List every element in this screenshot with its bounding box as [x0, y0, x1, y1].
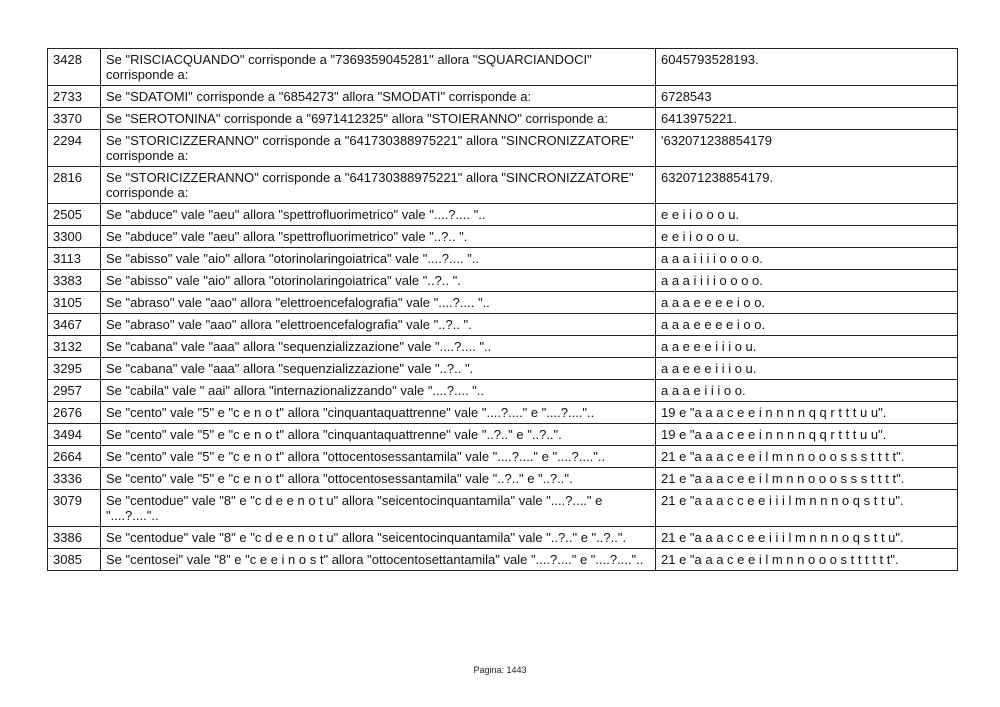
- question-cell: Se "abisso" vale "aio" allora "otorinolaringoiatrica" vale "..?.. ".: [101, 270, 656, 292]
- answer-cell: 6413975221.: [656, 108, 958, 130]
- page-footer: [0, 665, 1000, 675]
- table-row: [48, 314, 958, 336]
- row-id-cell: 2505: [48, 204, 101, 226]
- question-cell: Se "centodue" vale "8" e "c d e e n o t u" allora "seicentocinquantamila" vale "....?...." e "....?...."..: [101, 490, 656, 527]
- row-id-cell: 3428: [48, 49, 101, 86]
- table-row: [48, 49, 958, 86]
- answer-cell: '632071238854179: [656, 130, 958, 167]
- question-cell: Se "RISCIACQUANDO" corrisponde a "7369359045281" allora "SQUARCIANDOCI" corrisponde a:: [101, 49, 656, 86]
- row-id-cell: 2957: [48, 380, 101, 402]
- row-id-cell: 3494: [48, 424, 101, 446]
- row-id-cell: 2816: [48, 167, 101, 204]
- row-id-cell: 2664: [48, 446, 101, 468]
- question-cell: Se "SDATOMI" corrisponde a "6854273" allora "SMODATI" corrisponde a:: [101, 86, 656, 108]
- answer-cell: a a a e i i i o o.: [656, 380, 958, 402]
- answer-cell: 21 e "a a a c e e i l m n n o o o s s s t t t t".: [656, 468, 958, 490]
- question-table-container: [47, 48, 957, 571]
- table-row: [48, 226, 958, 248]
- row-id-cell: 2676: [48, 402, 101, 424]
- answer-cell: 6045793528193.: [656, 49, 958, 86]
- question-cell: Se "abraso" vale "aao" allora "elettroencefalografia" vale "....?.... "..: [101, 292, 656, 314]
- table-row: [48, 446, 958, 468]
- table-row: [48, 424, 958, 446]
- row-id-cell: 3386: [48, 527, 101, 549]
- table-row: [48, 248, 958, 270]
- table-row: [48, 204, 958, 226]
- table-row: [48, 86, 958, 108]
- row-id-cell: 2294: [48, 130, 101, 167]
- row-id-cell: 3383: [48, 270, 101, 292]
- question-cell: Se "cabana" vale "aaa" allora "sequenzializzazione" vale "....?.... "..: [101, 336, 656, 358]
- row-id-cell: 2733: [48, 86, 101, 108]
- question-cell: Se "cento" vale "5" e "c e n o t" allora "ottocentosessantamila" vale "....?...." e "....?...."..: [101, 446, 656, 468]
- row-id-cell: 3336: [48, 468, 101, 490]
- table-row: [48, 468, 958, 490]
- row-id-cell: 3132: [48, 336, 101, 358]
- question-cell: Se "centodue" vale "8" e "c d e e n o t u" allora "seicentocinquantamila" vale "..?.." e "..?..".: [101, 527, 656, 549]
- table-row: [48, 108, 958, 130]
- table-row: [48, 270, 958, 292]
- answer-cell: e e i i o o o u.: [656, 204, 958, 226]
- question-table-body: [48, 49, 958, 571]
- question-cell: Se "abduce" vale "aeu" allora "spettrofluorimetrico" vale "..?.. ".: [101, 226, 656, 248]
- row-id-cell: 3467: [48, 314, 101, 336]
- table-row: [48, 380, 958, 402]
- table-row: [48, 292, 958, 314]
- answer-cell: 632071238854179.: [656, 167, 958, 204]
- row-id-cell: 3085: [48, 549, 101, 571]
- answer-cell: 6728543: [656, 86, 958, 108]
- answer-cell: a a e e e i i i o u.: [656, 336, 958, 358]
- page-number: Pagina: 1443: [473, 665, 527, 675]
- question-cell: Se "abisso" vale "aio" allora "otorinolaringoiatrica" vale "....?.... "..: [101, 248, 656, 270]
- answer-cell: 21 e "a a a c c e e i i i l m n n n o q s t t u".: [656, 527, 958, 549]
- question-cell: Se "centosei" vale "8" e "c e e i n o s t" allora "ottocentosettantamila" vale "....?...." e "....?...."..: [101, 549, 656, 571]
- row-id-cell: 3370: [48, 108, 101, 130]
- question-cell: Se "abraso" vale "aao" allora "elettroencefalografia" vale "..?.. ".: [101, 314, 656, 336]
- question-cell: Se "STORICIZZERANNO" corrisponde a "641730388975221" allora "SINCRONIZZATORE" corrisponde a:: [101, 167, 656, 204]
- question-cell: Se "cento" vale "5" e "c e n o t" allora "ottocentosessantamila" vale "..?.." e "..?..".: [101, 468, 656, 490]
- question-cell: Se "cabana" vale "aaa" allora "sequenzializzazione" vale "..?.. ".: [101, 358, 656, 380]
- answer-cell: a a a e e e e i o o.: [656, 292, 958, 314]
- answer-cell: 21 e "a a a c e e i l m n n o o o s s s t t t t".: [656, 446, 958, 468]
- table-row: [48, 490, 958, 527]
- question-cell: Se "cento" vale "5" e "c e n o t" allora "cinquantaquattrenne" vale "..?.." e "..?..".: [101, 424, 656, 446]
- row-id-cell: 3113: [48, 248, 101, 270]
- answer-cell: a a a i i i i o o o o.: [656, 248, 958, 270]
- row-id-cell: 3295: [48, 358, 101, 380]
- table-row: [48, 549, 958, 571]
- answer-cell: a a e e e i i i o u.: [656, 358, 958, 380]
- answer-cell: e e i i o o o u.: [656, 226, 958, 248]
- row-id-cell: 3079: [48, 490, 101, 527]
- answer-cell: 19 e "a a a c e e i n n n n q q r t t t u u".: [656, 402, 958, 424]
- row-id-cell: 3300: [48, 226, 101, 248]
- table-row: [48, 167, 958, 204]
- answer-cell: 21 e "a a a c e e i l m n n o o o s t t t t t t".: [656, 549, 958, 571]
- answer-cell: 19 e "a a a c e e i n n n n q q r t t t u u".: [656, 424, 958, 446]
- answer-cell: a a a e e e e i o o.: [656, 314, 958, 336]
- table-row: [48, 358, 958, 380]
- table-row: [48, 130, 958, 167]
- table-row: [48, 402, 958, 424]
- question-cell: Se "STORICIZZERANNO" corrisponde a "641730388975221" allora "SINCRONIZZATORE" corrisponde a:: [101, 130, 656, 167]
- question-cell: Se "cento" vale "5" e "c e n o t" allora "cinquantaquattrenne" vale "....?...." e "....?...."..: [101, 402, 656, 424]
- question-table: [47, 48, 958, 571]
- question-cell: Se "cabila" vale " aai" allora "internazionalizzando" vale "....?.... "..: [101, 380, 656, 402]
- answer-cell: 21 e "a a a c c e e i i i l m n n n o q s t t u".: [656, 490, 958, 527]
- table-row: [48, 336, 958, 358]
- table-row: [48, 527, 958, 549]
- question-cell: Se "SEROTONINA" corrisponde a "6971412325" allora "STOIERANNO" corrisponde a:: [101, 108, 656, 130]
- answer-cell: a a a i i i i o o o o.: [656, 270, 958, 292]
- question-cell: Se "abduce" vale "aeu" allora "spettrofluorimetrico" vale "....?.... "..: [101, 204, 656, 226]
- row-id-cell: 3105: [48, 292, 101, 314]
